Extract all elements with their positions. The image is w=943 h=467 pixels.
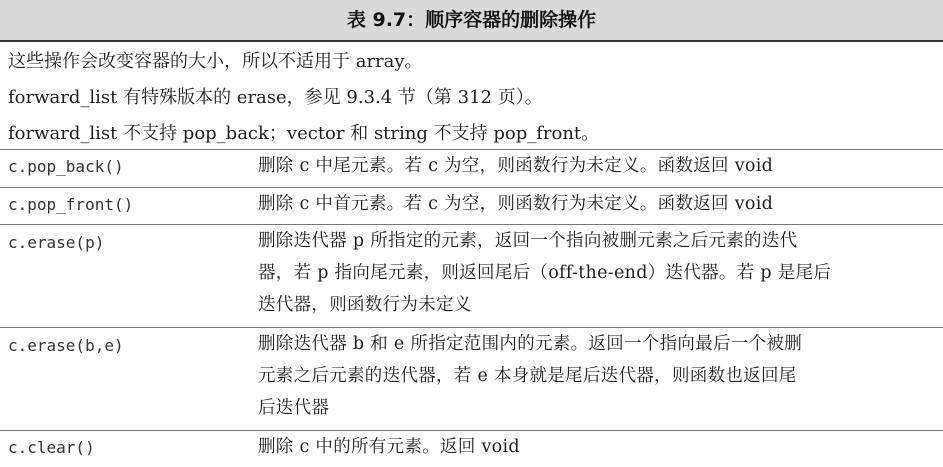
op-pop-front: c.pop_front() — [8, 195, 134, 214]
table-row-erase-range — [0, 328, 943, 428]
desc-erase-p — [258, 225, 934, 321]
table-row-erase-p — [0, 225, 943, 325]
table-row-pop-front — [0, 188, 943, 224]
op-erase-p: c.erase(p) — [8, 233, 105, 252]
note-unsupported-ops: forward_list 不支持 pop_back；vector 和 string 不支持 pop_front。 — [8, 123, 600, 144]
note-forward-list-erase: forward_list 有特殊版本的 erase，参见 9.3.4 节（第 312 页）。 — [8, 87, 543, 108]
op-clear: c.clear() — [8, 438, 95, 457]
desc-pop-back: 删除 c 中尾元素。若 c 为空，则函数行为未定义。函数返回 void — [258, 156, 774, 176]
desc-clear: 删除 c 中的所有元素。返回 void — [258, 437, 520, 457]
desc-line: 迭代器，则函数行为未定义 — [258, 295, 472, 315]
desc-line: 删除迭代器 p 所指定的元素，返回一个指向被删元素之后元素的迭代 — [258, 231, 798, 251]
table-row-pop-back — [0, 150, 943, 186]
desc-erase-range — [258, 328, 934, 424]
op-pop-back: c.pop_back() — [8, 157, 124, 176]
note-array: 这些操作会改变容器的大小，所以不适用于 array。 — [8, 51, 423, 72]
table-title: 表 9.7：顺序容器的删除操作 — [0, 0, 943, 40]
desc-line: 删除迭代器 b 和 e 所指定范围内的元素。返回一个指向最后一个被删 — [258, 334, 803, 354]
desc-line: 器，若 p 指向尾元素，则返回尾后（off-the-end）迭代器。若 p 是尾后 — [258, 263, 832, 283]
desc-line: 后迭代器 — [258, 398, 330, 418]
desc-line: 元素之后元素的迭代器，若 e 本身就是尾后迭代器，则函数也返回尾 — [258, 366, 797, 386]
title-rule — [0, 40, 943, 42]
desc-pop-front: 删除 c 中首元素。若 c 为空，则函数行为未定义。函数返回 void — [258, 194, 774, 214]
table-row-clear — [0, 431, 943, 467]
op-erase-range: c.erase(b,e) — [8, 336, 124, 355]
